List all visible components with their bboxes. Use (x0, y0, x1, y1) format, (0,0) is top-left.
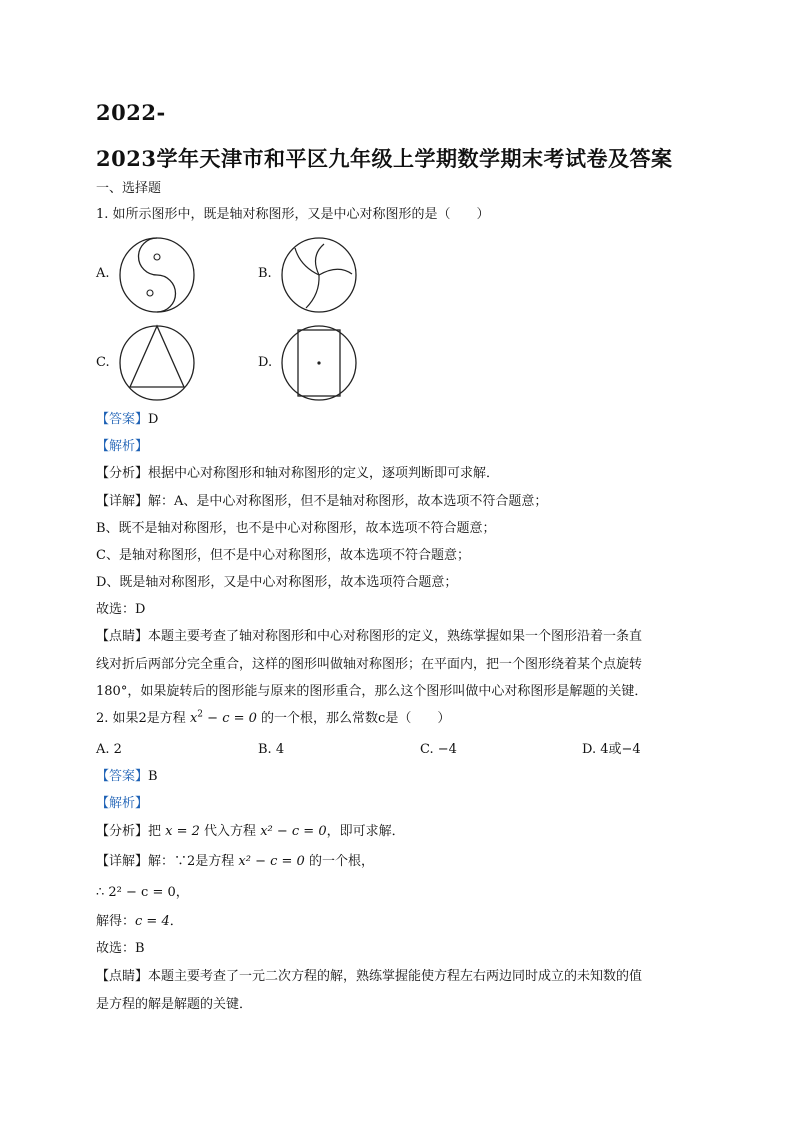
q1-option-c-label: C. (96, 355, 110, 370)
section-heading: 一、选择题 (96, 181, 162, 196)
answer-value: D (148, 412, 159, 427)
q2-dianjing-1 (96, 968, 642, 986)
q1-detail-4: D、既是轴对称图形，又是中心对称图形，故本选项符合题意； (96, 575, 458, 590)
eq-rest: − c = 0 (203, 711, 257, 726)
dianjing-text: 本题主要考查了轴对称图形和中心对称图形的定义，熟练掌握如果一个图形沿着一条直 (148, 629, 643, 644)
rectangle-in-circle-figure (280, 324, 358, 402)
answer-value: B (148, 769, 158, 784)
q2-stem (96, 710, 450, 728)
answer-tag: 【答案】 (96, 769, 149, 784)
q2-dianjing-2: 是方程的解是解题的关键． (96, 997, 253, 1012)
eq-x: x (189, 711, 198, 726)
q1-analysis-tag: 【解析】 (96, 439, 149, 454)
q1-detail-1 (96, 493, 547, 511)
detail-text: 解：A、是中心对称图形，但不是轴对称图形，故本选项不符合题意； (148, 494, 548, 509)
dianjing-tag: 【点睛】 (96, 969, 149, 984)
eq-exp: 2 (197, 709, 204, 720)
q2-stem-b: 的一个根，那么常数c是（ ） (256, 711, 451, 726)
fenxi-a: 把 (148, 824, 166, 839)
q2-option-a: A. 2 (96, 742, 122, 757)
fenxi-c: ，即可求解． (326, 824, 405, 839)
doc-title-line1: 2022- (96, 100, 166, 125)
detail-tag: 【详解】 (96, 854, 149, 869)
q1-option-b-label: B. (258, 266, 272, 281)
q2-fenxi (96, 823, 405, 841)
q2-option-d: D. 4或−4 (582, 742, 641, 757)
dianjing-text: 本题主要考查了一元二次方程的解，熟练掌握能使方程左右两边同时成立的未知数的值 (148, 969, 643, 984)
fenxi-b: 代入方程 (199, 824, 261, 839)
fenxi-tag: 【分析】 (96, 824, 149, 839)
q2-therefore: ∴ 2² − c = 0， (96, 885, 189, 900)
q1-answer (96, 411, 158, 429)
fenxi-eq2: x² − c = 0 (260, 824, 327, 839)
q2-stem-a: 2. 如果2是方程 (96, 711, 190, 726)
solve-eq: c = 4 (135, 914, 170, 929)
q2-analysis-tag: 【解析】 (96, 796, 149, 811)
triskelion-figure (280, 236, 358, 314)
detail-a: 解：∵2是方程 (148, 854, 239, 869)
answer-tag: 【答案】 (96, 412, 149, 427)
q1-option-d-label: D. (258, 355, 273, 370)
solve-b: ． (169, 914, 183, 929)
dianjing-tag: 【点睛】 (96, 629, 149, 644)
q1-detail-3: C、是轴对称图形，但不是中心对称图形，故本选项不符合题意； (96, 548, 470, 563)
q2-answer (96, 768, 158, 786)
doc-title-line2: 2023学年天津市和平区九年级上学期数学期末考试卷及答案 (96, 146, 673, 171)
q1-detail-2: B、既不是轴对称图形，也不是中心对称图形，故本选项不符合题意； (96, 521, 496, 536)
q1-option-a-label: A. (96, 266, 110, 281)
fenxi-tag: 【分析】 (96, 466, 149, 481)
q1-dianjing-1 (96, 628, 642, 646)
solve-a: 解得： (96, 914, 136, 929)
q1-dianjing-3: 180°，如果旋转后的图形能与原来的图形重合，那么这个图形叫做中心对称图形是解题的关键． (96, 684, 648, 699)
detail-b: 的一个根， (304, 854, 374, 869)
q1-choose: 故选：D (96, 602, 146, 617)
q1-stem: 1. 如所示图形中，既是轴对称图形，又是中心对称图形的是（ ） (96, 207, 490, 222)
q2-solve (96, 913, 183, 931)
fenxi-eq1: x = 2 (165, 824, 200, 839)
detail-eq: x² − c = 0 (238, 854, 305, 869)
q2-detail (96, 853, 374, 871)
q2-option-b: B. 4 (258, 742, 285, 757)
q2-choose: 故选：B (96, 941, 145, 956)
yin-yang-figure (118, 236, 196, 314)
fenxi-text: 根据中心对称图形和轴对称图形的定义，逐项判断即可求解． (148, 466, 500, 481)
q1-fenxi (96, 465, 499, 483)
triangle-in-circle-figure (118, 324, 196, 402)
q1-dianjing-2: 线对折后两部分完全重合，这样的图形叫做轴对称图形；在平面内，把一个图形绕着某个点旋转 (96, 657, 643, 672)
q2-option-c: C. −4 (420, 742, 457, 757)
detail-tag: 【详解】 (96, 494, 149, 509)
